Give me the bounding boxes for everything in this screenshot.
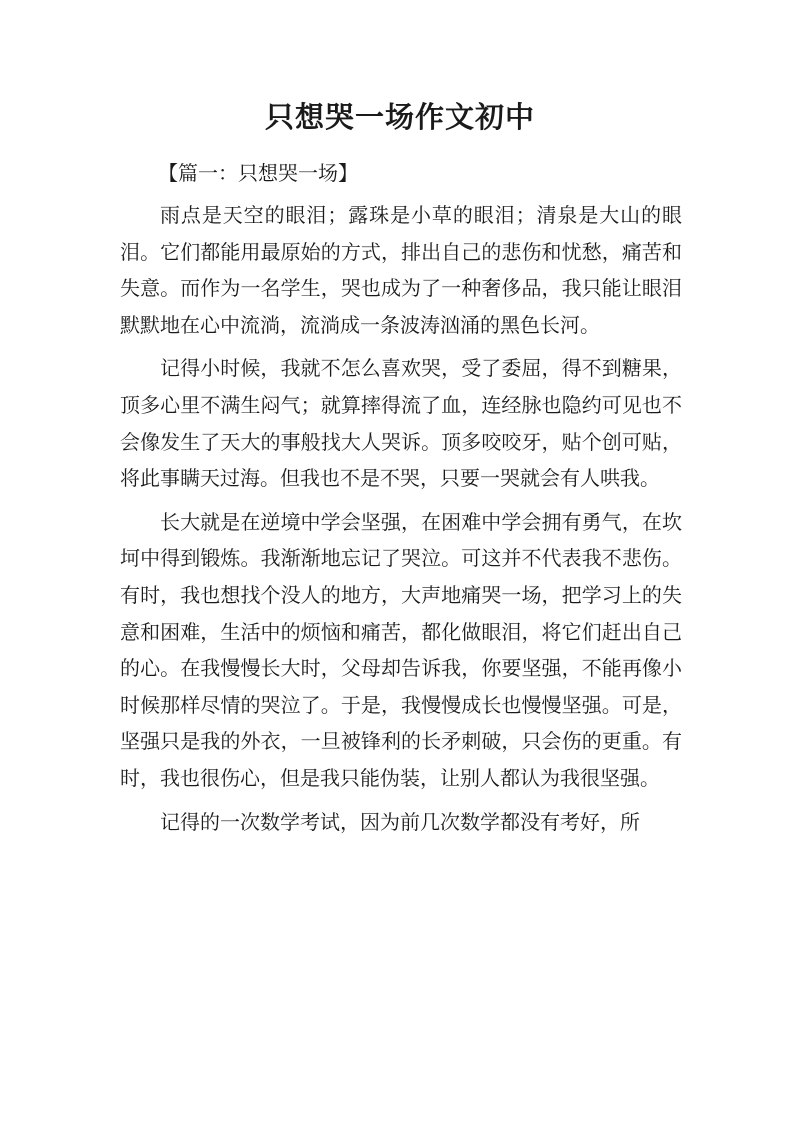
paragraph-2: 记得小时候，我就不怎么喜欢哭，受了委屈，得不到糖果，顶多心里不满生闷气；就算摔得流了血，连经脉也隐约可见也不会像发生了天大的事般找大人哭诉。顶多咬咬牙，贴个创可贴，将此事瞒天过海。但我也不是不哭，只要一哭就会有人哄我。 [120, 356, 682, 491]
paragraph-3: 长大就是在逆境中学会坚强，在困难中学会拥有勇气，在坎坷中得到锻炼。我渐渐地忘记了哭泣。可这并不代表我不悲伤。有时，我也想找个没人的地方，大声地痛哭一场，把学习上的失意和困难，生活中的烦恼和痛苦，都化做眼泪，将它们赶出自己的心。在我慢慢长大时，父母却告诉我，你要坚强，不能再像小时候那样尽情的哭泣了。于是，我慢慢成长也慢慢坚强。可是，坚强只是我的外衣，一旦被锋利的长矛刺破，只会伤的更重。有时，我也很伤心，但是我只能伪装，让别人都认为我很坚强。 [120, 509, 682, 790]
section-heading: 【篇一：只想哭一场】 [158, 161, 358, 185]
paragraph-1: 雨点是天空的眼泪；露珠是小草的眼泪；清泉是大山的眼泪。它们都能用最原始的方式，排出自己的悲伤和忧愁，痛苦和失意。而作为一名学生，哭也成为了一种奢侈品，我只能让眼泪默默地在心中流淌，流淌成一条波涛汹涌的黑色长河。 [120, 203, 682, 337]
document-body [120, 197, 682, 847]
document-title: 只想哭一场作文初中 [264, 100, 535, 134]
paragraph-4: 记得的一次数学考试，因为前几次数学都没有考好，所 [160, 809, 640, 834]
